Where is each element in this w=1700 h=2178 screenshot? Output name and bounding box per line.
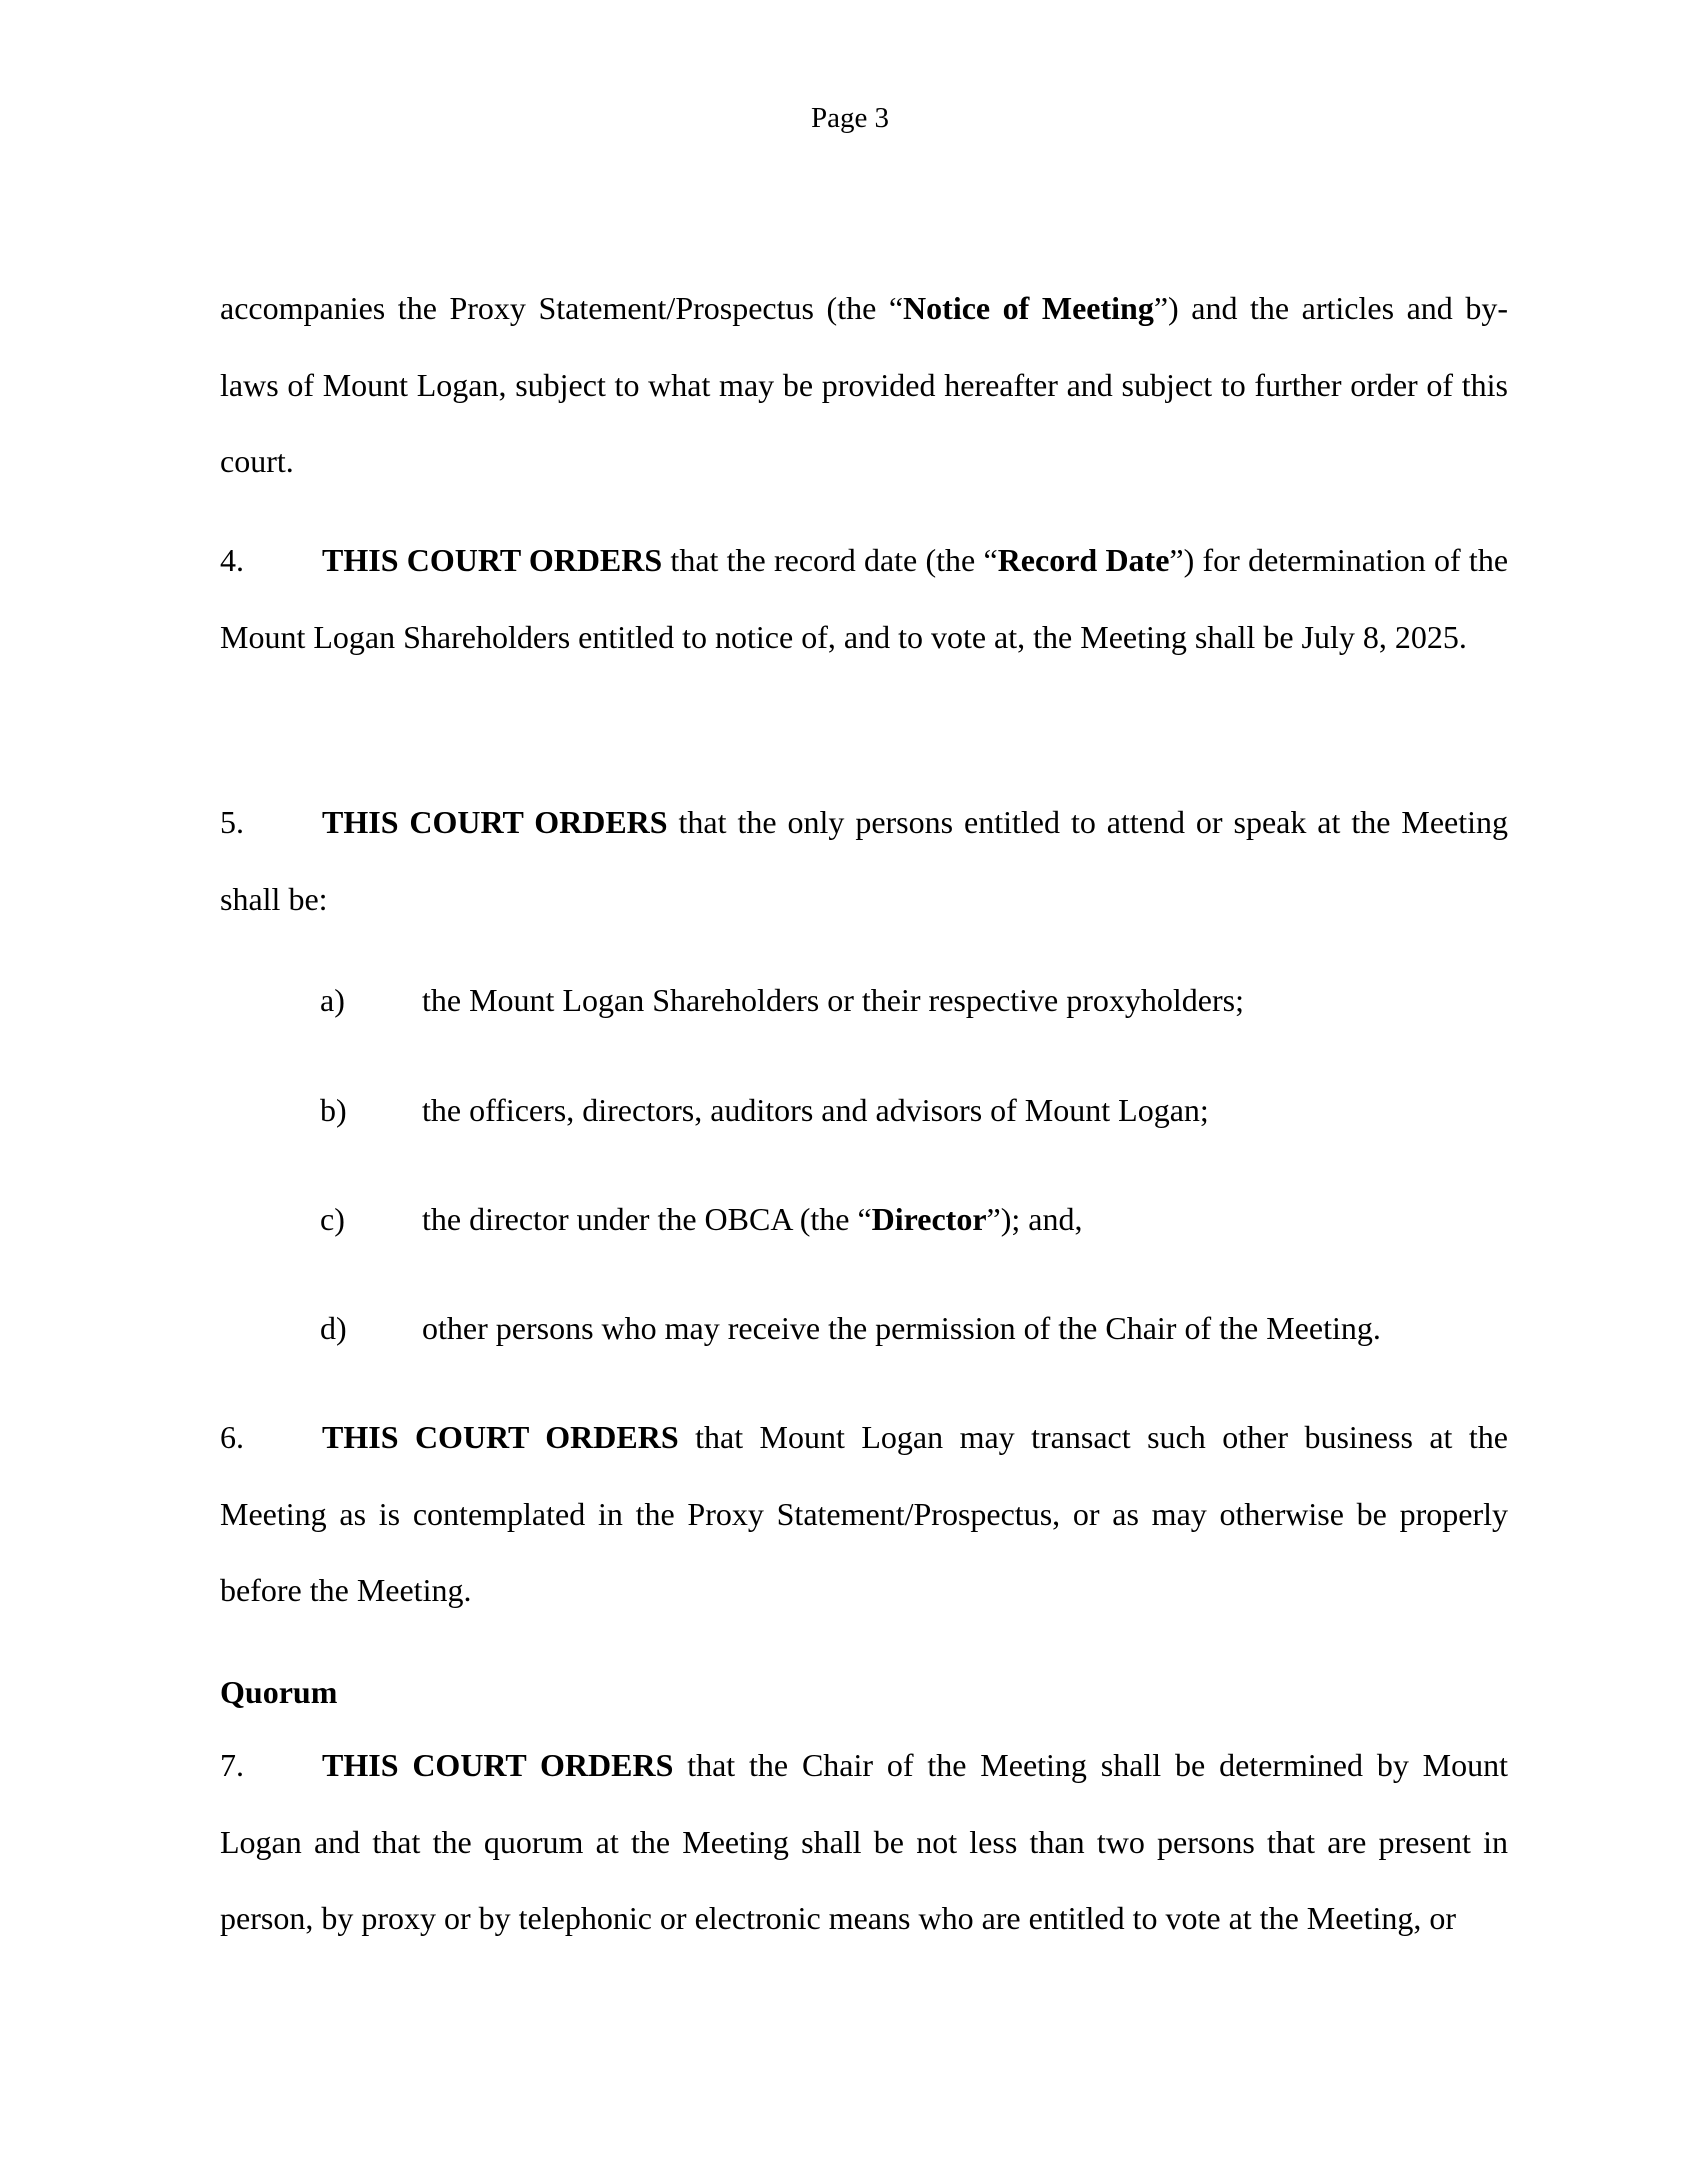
list-item-text: the officers, directors, auditors and advisors of Mount Logan; [422,1092,1209,1128]
paragraph-5 [220,784,1508,937]
paragraph-4-text-1: that the record date (the “ [662,542,998,578]
paragraph-5-number: 5. [220,804,244,840]
list-item-letter: a) [320,982,345,1018]
paragraph-7-text: that the Chair of the Meeting shall be determined by Mount Logan and that the quorum at the Meeting shall be not less than two persons that are present in person, by proxy or by telephonic or electronic means who are entitled to vote at the Meeting, or [220,1747,1509,1936]
paragraph-5-lead: THIS COURT ORDERS [322,804,668,840]
list-item [320,1308,1381,1348]
defined-term-director: Director [871,1201,987,1237]
paragraph-6-number: 6. [220,1419,244,1455]
list-item-letter: b) [320,1092,347,1128]
paragraph-7 [220,1727,1508,1957]
list-item-text: other persons who may receive the permission of the Chair of the Meeting. [422,1310,1381,1346]
paragraph-5-text: that the only persons entitled to attend or speak at the Meeting shall be: [220,804,1509,917]
section-heading-quorum: Quorum [220,1674,338,1710]
defined-term-record-date: Record Date [997,542,1170,578]
list-item-letter: c) [320,1201,345,1237]
paragraph-4-number: 4. [220,542,244,578]
continuation-paragraph [220,270,1508,500]
page-number: Page 3 [810,102,890,134]
list-item [320,1199,1082,1239]
defined-term-notice-of-meeting: Notice of Meeting [903,290,1154,326]
list-item [320,1090,1209,1130]
list-item-letter: d) [320,1310,347,1346]
paragraph-7-lead: THIS COURT ORDERS [322,1747,674,1783]
paragraph-7-number: 7. [220,1747,244,1783]
list-item-text: the Mount Logan Shareholders or their respective proxyholders; [422,982,1244,1018]
paragraph-4 [220,522,1508,675]
list-item-text-1: the director under the OBCA (the “ [422,1201,872,1237]
paragraph-6-lead: THIS COURT ORDERS [322,1419,679,1455]
paragraph-4-lead: THIS COURT ORDERS [322,542,663,578]
paragraph-4-text-2: ”) for determination of the Mount Logan Shareholders entitled to notice of, and to vote at, the Meeting shall be July 8, 2025. [220,542,1509,655]
paragraph-6 [220,1399,1508,1629]
continuation-text-1: accompanies the Proxy Statement/Prospectus (the “ [220,290,904,326]
continuation-text-2: ”) and the articles and by-laws of Mount Logan, subject to what may be provided hereafter and subject to further order of this court. [220,290,1509,479]
list-item-text-2: ”); and, [986,1201,1083,1237]
paragraph-6-text: that Mount Logan may transact such other business at the Meeting as is contemplated in the Proxy Statement/Prospectus, or as may otherwise be properly before the Meeting. [220,1419,1509,1608]
list-item [320,980,1244,1020]
